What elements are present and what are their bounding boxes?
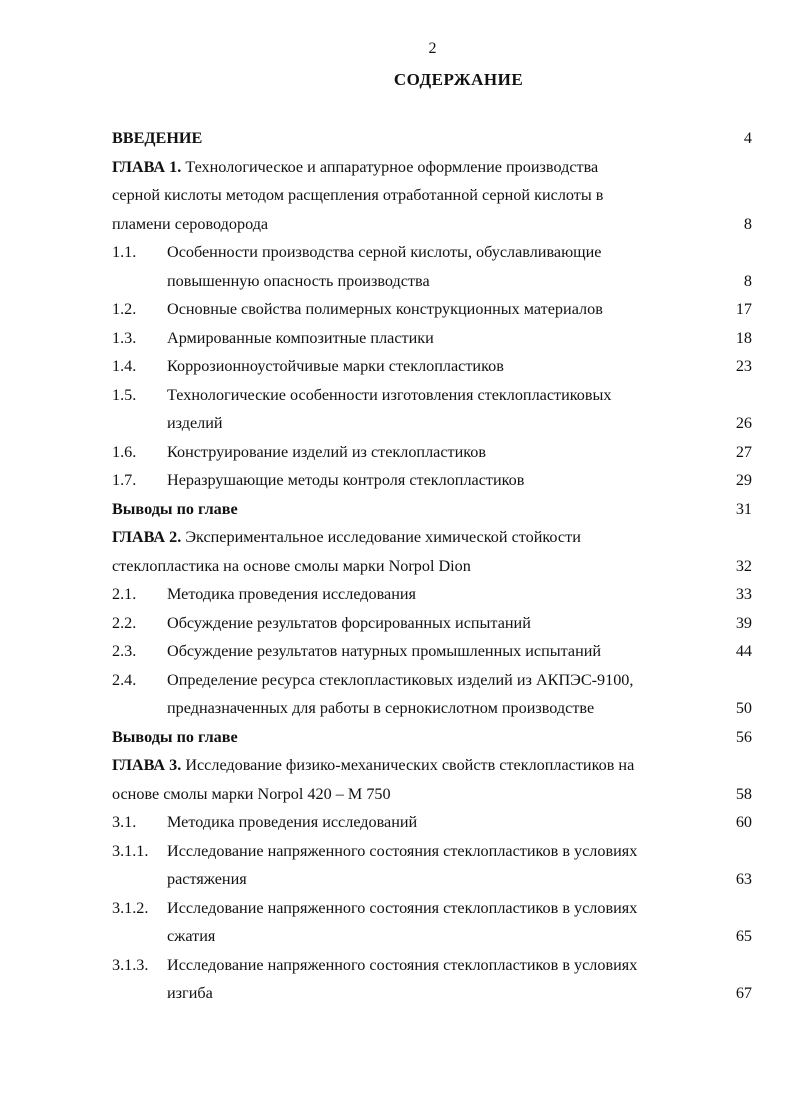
toc-entry-text bbox=[112, 153, 598, 182]
toc-section-number: 2.1. bbox=[112, 585, 137, 603]
toc-entry-text bbox=[112, 780, 391, 809]
toc-entry-text bbox=[112, 124, 202, 153]
toc-title: пламени сероводорода bbox=[112, 214, 269, 233]
toc-entry-text bbox=[167, 951, 637, 980]
toc-title: Определение ресурса стеклопластиковых изделий из АКПЭС-9100, bbox=[167, 670, 634, 689]
toc-title: основе смолы марки Norpol 420 – М 750 bbox=[112, 784, 391, 803]
toc-title: растяжения bbox=[167, 870, 247, 888]
toc-title: Технологическое и аппаратурное оформление производства bbox=[181, 157, 599, 176]
toc-entry-text bbox=[112, 523, 581, 552]
toc-row bbox=[112, 466, 752, 495]
toc-entry-text bbox=[167, 466, 524, 495]
toc-title: изделий bbox=[167, 414, 223, 432]
toc-page-number: 63 bbox=[735, 870, 752, 888]
toc-entry-text bbox=[167, 894, 637, 923]
table-of-contents bbox=[112, 124, 752, 1008]
toc-entry-text bbox=[112, 751, 634, 780]
toc-entry-text bbox=[167, 808, 417, 837]
page-number: 2 bbox=[428, 40, 437, 57]
toc-page-number: 33 bbox=[735, 585, 752, 603]
toc-heading-label: Выводы по главе bbox=[112, 499, 238, 518]
toc-entry-text bbox=[167, 238, 601, 267]
toc-row bbox=[112, 124, 752, 153]
toc-title: Исследование напряженного состояния стеклопластиков в условиях bbox=[167, 898, 638, 917]
toc-title: сжатия bbox=[167, 927, 216, 945]
toc-entry-text bbox=[167, 637, 601, 666]
toc-section-number: 1.5. bbox=[112, 385, 137, 404]
toc-title: изгиба bbox=[167, 984, 213, 1002]
toc-title: Обсуждение результатов форсированных испытаний bbox=[167, 613, 531, 632]
toc-heading-label: ГЛАВА 3. bbox=[112, 756, 182, 774]
toc-page-number: 18 bbox=[735, 328, 752, 347]
toc-row bbox=[112, 837, 752, 866]
toc-entry-text bbox=[167, 580, 416, 609]
toc-entry-text bbox=[112, 552, 471, 581]
toc-page-number: 32 bbox=[735, 556, 752, 575]
toc-title: Методика проведения исследования bbox=[167, 585, 417, 603]
toc-row bbox=[112, 580, 752, 609]
toc-entry-text bbox=[112, 181, 603, 210]
toc-row bbox=[112, 153, 752, 182]
toc-section-number: 1.4. bbox=[112, 357, 137, 375]
toc-section-number: 3.1.1. bbox=[112, 841, 149, 860]
toc-page-number: 39 bbox=[735, 613, 752, 632]
toc-section-number: 1.7. bbox=[112, 471, 137, 489]
toc-page-number: 65 bbox=[735, 927, 752, 945]
toc-page-number: 29 bbox=[735, 471, 752, 489]
toc-page-number: 17 bbox=[735, 300, 752, 318]
toc-title: серной кислоты методом расщепления отработанной серной кислоты в bbox=[112, 186, 604, 204]
toc-row bbox=[112, 780, 752, 809]
toc-page-number: 67 bbox=[735, 984, 752, 1002]
toc-page-number: 8 bbox=[743, 271, 752, 290]
toc-row bbox=[112, 808, 752, 837]
toc-row bbox=[112, 865, 752, 894]
toc-entry-text bbox=[167, 267, 430, 296]
toc-title: Коррозионноустойчивые марки стеклопластиков bbox=[167, 357, 504, 375]
toc-page-number: 44 bbox=[735, 642, 752, 660]
toc-row bbox=[112, 637, 752, 666]
toc-page-number: 27 bbox=[735, 442, 752, 461]
toc-page-number: 56 bbox=[735, 727, 752, 746]
toc-heading-label: ГЛАВА 2. bbox=[112, 528, 182, 546]
toc-entry-text bbox=[167, 352, 504, 381]
page-title: СОДЕРЖАНИЕ bbox=[393, 70, 524, 89]
toc-section-number: 2.3. bbox=[112, 642, 137, 660]
toc-entry-text bbox=[167, 381, 612, 410]
toc-row bbox=[112, 352, 752, 381]
toc-entry-text bbox=[112, 723, 238, 752]
toc-entry-text bbox=[167, 979, 213, 1008]
toc-title: предназначенных для работы в сернокислотном производстве bbox=[167, 699, 595, 717]
toc-title: Неразрушающие методы контроля стеклопластиков bbox=[167, 471, 525, 489]
toc-title: Исследование напряженного состояния стеклопластиков в условиях bbox=[167, 955, 638, 974]
toc-row bbox=[112, 723, 752, 752]
toc-row bbox=[112, 523, 752, 552]
toc-row bbox=[112, 295, 752, 324]
toc-page-number: 50 bbox=[735, 699, 752, 717]
toc-entry-text bbox=[167, 865, 247, 894]
toc-title: Экспериментальное исследование химической стойкости bbox=[181, 528, 581, 546]
toc-page-number: 4 bbox=[743, 129, 752, 147]
toc-title: Обсуждение результатов натурных промышленных испытаний bbox=[167, 642, 602, 660]
toc-row bbox=[112, 181, 752, 210]
toc-page-number: 60 bbox=[735, 813, 752, 831]
toc-row bbox=[112, 609, 752, 638]
toc-heading-label: Выводы по главе bbox=[112, 727, 238, 746]
toc-title: Исследование напряженного состояния стеклопластиков в условиях bbox=[167, 841, 638, 860]
toc-page-number: 26 bbox=[735, 414, 752, 432]
toc-row bbox=[112, 951, 752, 980]
toc-heading-label: ВВЕДЕНИЕ bbox=[112, 129, 203, 147]
toc-section-number: 3.1.3. bbox=[112, 955, 149, 974]
toc-entry-text bbox=[167, 609, 531, 638]
toc-row bbox=[112, 922, 752, 951]
toc-entry-text bbox=[167, 694, 594, 723]
toc-title: Основные свойства полимерных конструкционных материалов bbox=[167, 300, 603, 318]
toc-entry-text bbox=[112, 495, 238, 524]
toc-entry-text bbox=[167, 666, 633, 695]
toc-title: стеклопластика на основе смолы марки Norpol Dion bbox=[112, 556, 471, 575]
toc-row bbox=[112, 438, 752, 467]
toc-row bbox=[112, 409, 752, 438]
toc-row bbox=[112, 495, 752, 524]
toc-row bbox=[112, 666, 752, 695]
toc-title: повышенную опасность производства bbox=[167, 271, 430, 290]
toc-title: Особенности производства серной кислоты, обуславливающие bbox=[167, 243, 602, 261]
toc-entry-text bbox=[167, 438, 486, 467]
toc-row bbox=[112, 324, 752, 353]
toc-section-number: 1.1. bbox=[112, 243, 137, 261]
toc-page-number: 8 bbox=[743, 214, 752, 233]
toc-entry-text bbox=[167, 409, 223, 438]
toc-page-number: 23 bbox=[735, 357, 752, 375]
toc-section-number: 1.6. bbox=[112, 442, 137, 461]
toc-row bbox=[112, 979, 752, 1008]
toc-entry-text bbox=[112, 210, 268, 239]
toc-page-number: 31 bbox=[735, 499, 752, 518]
toc-heading-label: ГЛАВА 1. bbox=[112, 157, 182, 176]
toc-title: Конструирование изделий из стеклопластиков bbox=[167, 442, 487, 461]
toc-entry-text bbox=[167, 922, 215, 951]
toc-entry-text bbox=[167, 295, 603, 324]
toc-row bbox=[112, 751, 752, 780]
toc-section-number: 2.4. bbox=[112, 670, 137, 689]
toc-section-number: 3.1. bbox=[112, 813, 137, 831]
toc-title: Методика проведения исследований bbox=[167, 813, 418, 831]
toc-row bbox=[112, 694, 752, 723]
toc-section-number: 2.2. bbox=[112, 613, 137, 632]
toc-row bbox=[112, 210, 752, 239]
toc-title: Армированные композитные пластики bbox=[167, 328, 434, 347]
toc-row bbox=[112, 381, 752, 410]
toc-row bbox=[112, 267, 752, 296]
toc-page-number: 58 bbox=[735, 784, 752, 803]
toc-row bbox=[112, 894, 752, 923]
toc-section-number: 1.2. bbox=[112, 300, 137, 318]
toc-entry-text bbox=[167, 324, 434, 353]
toc-title: Технологические особенности изготовления стеклопластиковых bbox=[167, 385, 612, 404]
toc-section-number: 1.3. bbox=[112, 328, 137, 347]
toc-row bbox=[112, 238, 752, 267]
toc-section-number: 3.1.2. bbox=[112, 898, 149, 917]
toc-row bbox=[112, 552, 752, 581]
toc-entry-text bbox=[167, 837, 637, 866]
toc-title: Исследование физико-механических свойств стеклопластиков на bbox=[181, 756, 635, 774]
